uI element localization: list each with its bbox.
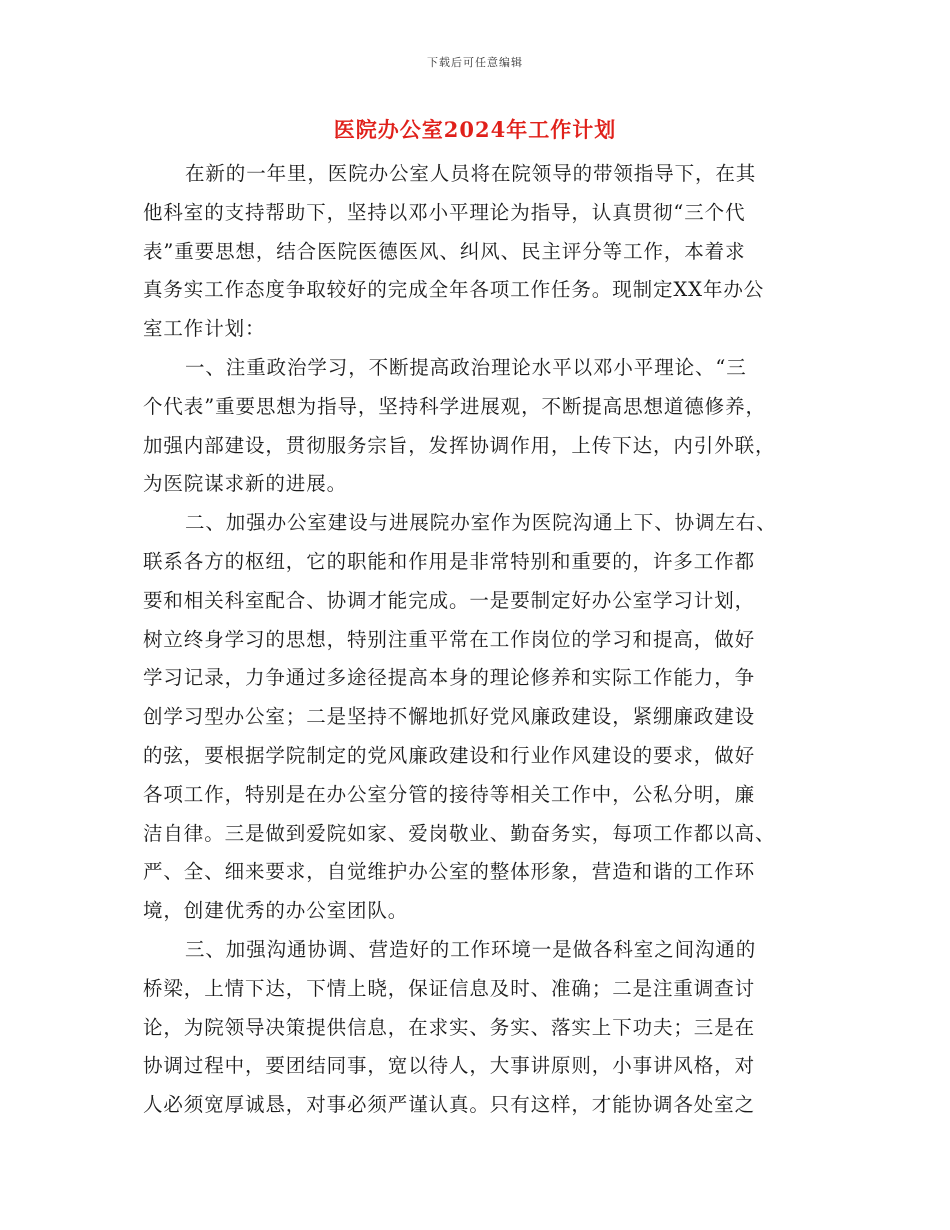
paragraph-line: 个代表”重要思想为指导，坚持科学进展观，不断提高思想道德修养， <box>143 394 766 418</box>
header-note: 下载后可任意编辑 <box>427 56 523 69</box>
paragraph-line: 真务实工作态度争取较好的完成全年各项工作任务。现制定XX年办公 <box>143 278 765 302</box>
paragraph-line: 表”重要思想，结合医院医德医风、纠风、民主评分等工作，本着求 <box>143 239 746 263</box>
paragraph-first-line: 三、加强沟通协调、营造好的工作环境一是做各科室之间沟通的 <box>185 937 757 961</box>
paragraph-line: 加强内部建设，贯彻服务宗旨，发挥协调作用，上传下达，内引外联， <box>143 433 776 457</box>
paragraph-line: 的弦，要根据学院制定的党风廉政建设和行业作风建设的要求，做好 <box>143 743 756 767</box>
paragraph-first-line: 一、注重政治学习，不断提高政治理论水平以邓小平理论、“三 <box>185 355 747 379</box>
paragraph-line: 洁自律。三是做到爱院如家、爱岗敬业、勤奋务实，每项工作都以高、 <box>143 821 776 845</box>
paragraph-line: 室工作计划： <box>143 317 266 341</box>
paragraph-line: 学习记录，力争通过多途径提高本身的理论修养和实际工作能力，争 <box>143 666 756 690</box>
paragraph-line: 境，创建优秀的办公室团队。 <box>143 899 409 923</box>
paragraph-first-line: 在新的一年里，医院办公室人员将在院领导的带领指导下，在其 <box>185 162 757 185</box>
paragraph-first-line: 二、加强办公室建设与进展院办室作为医院沟通上下、协调左右、 <box>185 511 777 535</box>
paragraph-line: 人必须宽厚诚恳，对事必须严谨认真。只有这样，才能协调各处室之 <box>143 1093 756 1117</box>
document-body <box>143 155 811 1125</box>
paragraph-line: 要和相关科室配合、协调才能完成。一是要制定好办公室学习计划， <box>143 588 756 612</box>
paragraph-line: 联系各方的枢纽，它的职能和作用是非常特别和重要的，许多工作都 <box>143 549 756 573</box>
paragraph-line: 各项工作，特别是在办公室分管的接待等相关工作中，公私分明，廉 <box>143 782 756 806</box>
document-title: 医院办公室2024年工作计划 <box>333 117 617 142</box>
paragraph-line: 为医院谋求新的进展。 <box>143 472 348 496</box>
paragraph-line: 论，为院领导决策提供信息，在求实、务实、落实上下功夫；三是在 <box>143 1015 756 1039</box>
paragraph-line: 创学习型办公室；二是坚持不懈地抓好党风廉政建设，紧绷廉政建设 <box>143 705 756 729</box>
paragraph-line: 协调过程中，要团结同事，宽以待人，大事讲原则，小事讲风格，对 <box>143 1054 756 1078</box>
paragraph-line: 他科室的支持帮助下，坚持以邓小平理论为指导，认真贯彻“三个代 <box>143 200 746 224</box>
paragraph-line: 桥梁，上情下达，下情上晓，保证信息及时、准确；二是注重调查讨 <box>143 976 756 1000</box>
paragraph-line: 严、全、细来要求，自觉维护办公室的整体形象，营造和谐的工作环 <box>143 860 756 884</box>
paragraph-line: 树立终身学习的思想，特别注重平常在工作岗位的学习和提高，做好 <box>143 627 756 651</box>
